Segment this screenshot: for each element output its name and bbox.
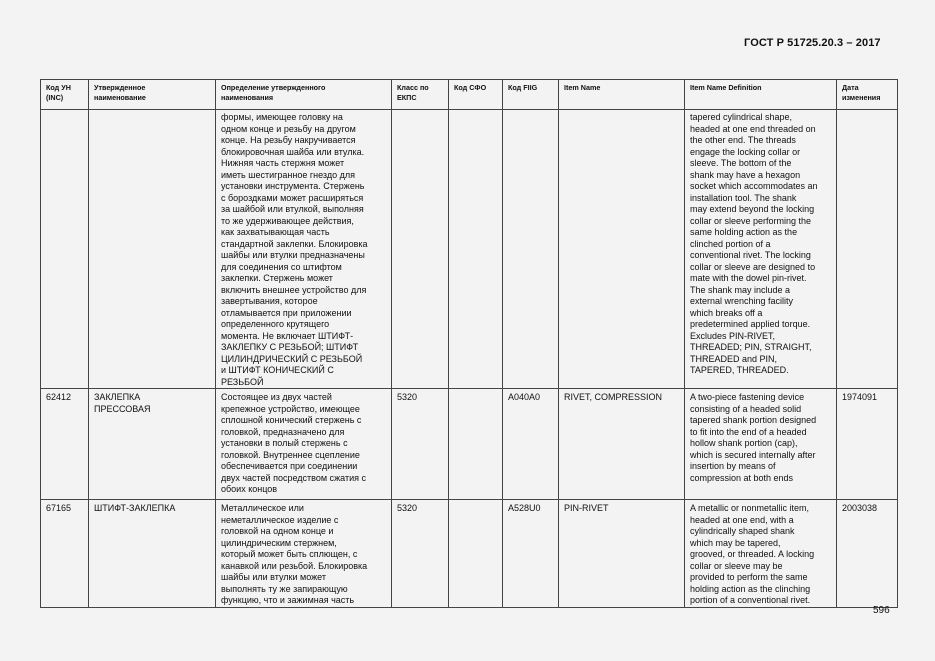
header-approved-name: Утвержденное наименование (89, 80, 216, 110)
cell-definition-ru: Состоящее из двух частей крепежное устройство, имеющее сплошной конический стержень с головкой, предназначено для установки в полый стержень с головкой. Внутреннее сцепление обеспечивается при соединении двух частей посредством сжатия с обоих концов (216, 389, 392, 500)
cell-change-date (837, 110, 898, 389)
cell-definition-ru: Металлическое или неметаллическое изделие с головкой на одном конце и цилиндрическим стержнем, который может быть сплющен, с канавкой или резьбой. Блокировка шайбы или втулки может выполнять ту же запирающую функцию, что и зажимная часть (216, 500, 392, 608)
table-header-row (41, 80, 898, 110)
cell-definition-en: A metallic or nonmetallic item, headed at one end, with a cylindrically shaped shank which may be tapered, grooved, or threaded. A locking collar or sleeve may be provided to perform the same holding action as the clinching portion of a conventional rivet. (685, 500, 837, 608)
cell-item-name (559, 110, 685, 389)
cell-definition-ru: формы, имеющее головку на одном конце и резьбу на другом конце. На резьбу накручивается блокировочная шайба или втулка. Нижняя часть стержня может иметь шестигранное гнездо для установки инструмента. Стержень с бороздками может расширяться за шайбой или втулкой, выполняя то же удерживающее действия, как захватывающая часть стандартной заклепки. Блокировка шайбы или втулки предназначены для соединения со штифтом заклепки. Стержень может включить внешнее устройство для завертывания, которое отламывается при приложении определенного крутящего момента. Не включает ШТИФТ- ЗАКЛЕПКУ С РЕЗЬБОЙ; ШТИФТ ЦИЛИНДРИЧЕСКИЙ С РЕЗЬБОЙ и ШТИФТ КОНИЧЕСКИЙ С РЕЗЬБОЙ (216, 110, 392, 389)
header-ekps-class: Класс по ЕКПС (392, 80, 449, 110)
cell-definition-en: tapered cylindrical shape, headed at one end threaded on the other end. The threads engage the locking collar or sleeve. The bottom of the shank may have a hexagon socket which accommodates an installation tool. The shank may extend beyond the locking collar or sleeve performing the same holding action as the clinched portion of a conventional rivet. The locking collar or sleeve are designed to mate with the dowel pin-rivet. The shank may include a external wrenching facility which breaks off a predetermined applied torque. Excludes PIN-RIVET, THREADED; PIN, STRAIGHT, THREADED and PIN, TAPERED, THREADED. (685, 110, 837, 389)
cell-inc: 62412 (41, 389, 89, 500)
cell-approved-name: ШТИФТ-ЗАКЛЕПКА (89, 500, 216, 608)
cell-ekps-class (392, 110, 449, 389)
table-row (41, 110, 898, 389)
cell-inc (41, 110, 89, 389)
table-row (41, 389, 898, 500)
header-sfo-code: Код СФО (449, 80, 503, 110)
document-code: ГОСТ Р 51725.20.3 – 2017 (744, 37, 881, 49)
header-item-name: Item Name (559, 80, 685, 110)
classification-table (40, 79, 898, 608)
header-approved-definition: Определение утвержденного наименования (216, 80, 392, 110)
cell-sfo-code (449, 389, 503, 500)
cell-item-name: RIVET, COMPRESSION (559, 389, 685, 500)
header-fiig-code: Код FIIG (503, 80, 559, 110)
cell-approved-name (89, 110, 216, 389)
table-row (41, 500, 898, 608)
cell-ekps-class: 5320 (392, 500, 449, 608)
cell-fiig-code: A040A0 (503, 389, 559, 500)
cell-sfo-code (449, 110, 503, 389)
cell-approved-name: ЗАКЛЕПКА ПРЕССОВАЯ (89, 389, 216, 500)
cell-item-name: PIN-RIVET (559, 500, 685, 608)
cell-sfo-code (449, 500, 503, 608)
cell-inc: 67165 (41, 500, 89, 608)
cell-change-date: 1974091 (837, 389, 898, 500)
cell-ekps-class: 5320 (392, 389, 449, 500)
header-inc: Код УН (INC) (41, 80, 89, 110)
cell-definition-en: A two-piece fastening device consisting of a headed solid tapered shank portion designed to fit into the end of a headed hollow shank portion (cap), which is secured internally after insertion by means of compression at both ends (685, 389, 837, 500)
page-number: 596 (873, 605, 890, 616)
cell-fiig-code: A528U0 (503, 500, 559, 608)
header-item-name-definition: Item Name Definition (685, 80, 837, 110)
cell-change-date: 2003038 (837, 500, 898, 608)
header-change-date: Дата изменения (837, 80, 898, 110)
cell-fiig-code (503, 110, 559, 389)
